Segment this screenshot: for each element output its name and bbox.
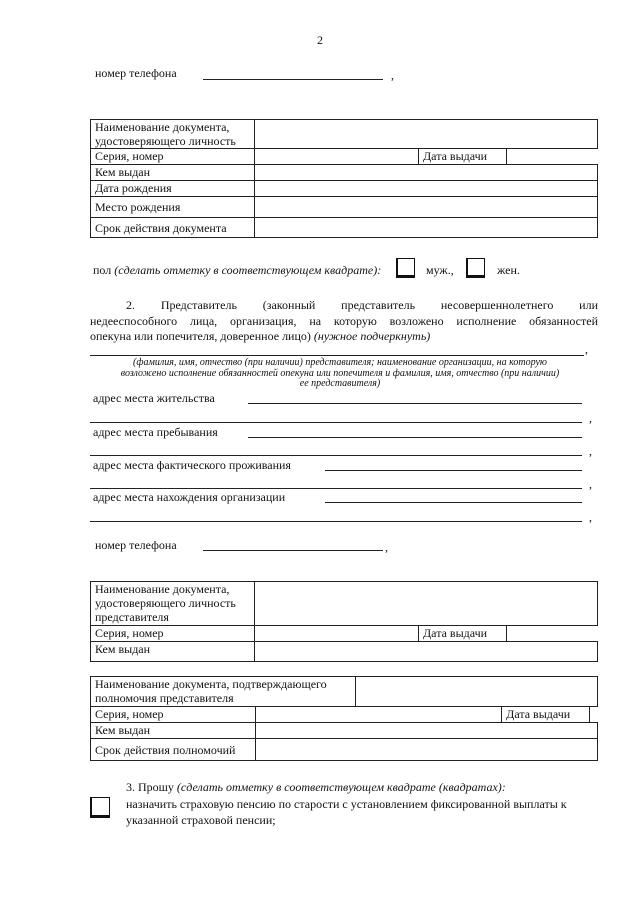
representative-phone-label: номер телефона <box>95 538 177 552</box>
representative-caption-3: ее представителя) <box>299 378 381 389</box>
authority-document-table <box>90 676 598 761</box>
representative-name-comma: , <box>585 342 588 356</box>
section2-line1: 2. Представитель (законный представитель несовершеннолетнего или <box>126 298 598 312</box>
series-number-label: Серия, номер <box>91 149 255 165</box>
rep-issue-date-label: Дата выдачи <box>419 626 507 642</box>
authority-validity-label: Срок действия полномочий <box>91 739 256 761</box>
issued-by-label: Кем выдан <box>91 165 255 181</box>
address-actual-line1[interactable] <box>325 470 582 471</box>
authority-doc-name-label-line1: Наименование документа, подтверждающего <box>95 677 327 691</box>
authority-series-number-label: Серия, номер <box>91 707 256 723</box>
authority-doc-name-label-line2: полномочия представителя <box>95 691 234 705</box>
issue-date-field[interactable] <box>507 149 598 165</box>
authority-doc-name-field[interactable] <box>356 677 598 707</box>
old-age-pension-option-line2: указанной страховой пенсии; <box>126 813 276 827</box>
section3-text: 3. Прошу <box>126 780 174 794</box>
rep-issue-date-field[interactable] <box>507 626 598 642</box>
doc-name-field[interactable] <box>255 120 598 149</box>
gender-note: (сделать отметку в соответствующем квадрате): <box>114 263 382 277</box>
section2-line3 <box>90 328 598 344</box>
authority-issue-date-field[interactable] <box>589 707 598 723</box>
phone-comma: , <box>391 68 394 82</box>
male-checkbox[interactable] <box>396 258 415 278</box>
male-label: муж., <box>426 263 454 277</box>
address-organization-comma: , <box>589 510 592 524</box>
section2-line3-text: опекуна или попечителя, доверенное лицо) <box>90 329 311 343</box>
rep-issued-by-label: Кем выдан <box>91 642 255 662</box>
address-residence-line2[interactable] <box>90 422 582 423</box>
authority-issued-by-field[interactable] <box>255 723 597 739</box>
representative-identity-table <box>90 581 598 662</box>
birth-date-field[interactable] <box>255 181 598 197</box>
rep-issued-by-field[interactable] <box>255 642 598 662</box>
issue-date-label: Дата выдачи <box>419 149 507 165</box>
rep-doc-name-label <box>91 582 255 626</box>
identity-document-table <box>90 119 598 238</box>
birth-place-field[interactable] <box>255 197 598 218</box>
authority-issue-date-label: Дата выдачи <box>502 707 589 723</box>
address-actual-label: адрес места фактического проживания <box>93 458 291 472</box>
phone-input-line[interactable] <box>203 79 383 80</box>
authority-doc-name-label <box>91 677 356 707</box>
address-residence-label: адрес места жительства <box>93 391 215 405</box>
address-organization-line1[interactable] <box>325 502 582 503</box>
representative-phone-comma: , <box>385 540 388 554</box>
female-checkbox[interactable] <box>466 258 485 278</box>
authority-issued-by-label: Кем выдан <box>91 723 256 739</box>
page-number: 2 <box>317 33 323 47</box>
gender-line <box>93 263 381 278</box>
section3-heading <box>126 779 506 795</box>
female-label: жен. <box>497 263 520 277</box>
representative-caption-2: возложено исполнение обязанностей опекуна или попечителя и фамилия, имя, отчество (при наличии) <box>120 368 560 379</box>
gender-label: пол <box>93 263 112 277</box>
representative-phone-line[interactable] <box>203 550 383 551</box>
representative-name-line[interactable] <box>90 355 584 356</box>
old-age-pension-checkbox[interactable] <box>90 797 110 818</box>
doc-validity-label: Срок действия документа <box>91 218 255 238</box>
address-stay-line2[interactable] <box>90 455 582 456</box>
issued-by-field[interactable] <box>255 165 598 181</box>
rep-doc-name-label-line2: удостоверяющего личность <box>95 596 236 610</box>
series-number-field[interactable] <box>255 149 419 165</box>
authority-series-number-field[interactable] <box>255 707 501 723</box>
doc-validity-field[interactable] <box>255 218 598 238</box>
address-actual-line2[interactable] <box>90 488 582 489</box>
address-stay-line1[interactable] <box>248 437 582 438</box>
old-age-pension-option-line1: назначить страховую пенсию по старости с установлением фиксированной выплаты к <box>126 797 567 811</box>
address-organization-line2[interactable] <box>90 521 582 522</box>
representative-caption-1: (фамилия, имя, отчество (при наличии) представителя; наименование организации, на которую <box>133 357 547 368</box>
rep-doc-name-label-line3: представителя <box>95 610 169 624</box>
address-actual-comma: , <box>589 477 592 491</box>
address-stay-comma: , <box>589 444 592 458</box>
address-residence-line1[interactable] <box>248 403 582 404</box>
address-organization-label: адрес места нахождения организации <box>93 490 286 504</box>
section3-note: (сделать отметку в соответствующем квадрате (квадратах): <box>176 780 506 794</box>
birth-date-label: Дата рождения <box>91 181 255 197</box>
rep-series-number-label: Серия, номер <box>91 626 255 642</box>
section2-line2: недееспособного лица, организация, на которую возложено исполнение обязанностей <box>90 314 598 328</box>
address-residence-comma: , <box>589 411 592 425</box>
birth-place-label: Место рождения <box>91 197 255 218</box>
section2-line3-note: (нужное подчеркнуть) <box>313 329 431 343</box>
phone-label: номер телефона <box>95 66 177 80</box>
rep-doc-name-label-line1: Наименование документа, <box>95 582 230 596</box>
rep-series-number-field[interactable] <box>255 626 419 642</box>
authority-validity-field[interactable] <box>255 739 597 761</box>
doc-name-label: Наименование документа, удостоверяющего личность <box>91 120 255 149</box>
address-stay-label: адрес места пребывания <box>93 425 218 439</box>
rep-doc-name-field[interactable] <box>255 582 598 626</box>
